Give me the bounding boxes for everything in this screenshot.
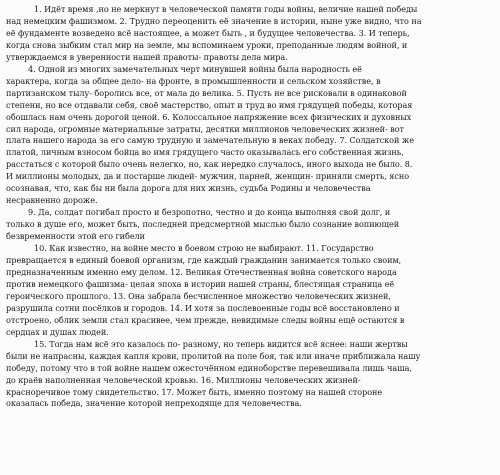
text-line-content: 1. Идёт время ,но не меркнут в человеческой памяти годы войны, величие нашей победы <box>34 4 418 14</box>
text-line-content: против немецкого фашизма- целая эпоха в истории нашей страны, блестящая страница её <box>6 278 395 289</box>
text-line-content: над немецким фашизмом. 2. Трудно переоценить её значение в истории, ныне уже видно, что на <box>6 15 422 26</box>
text-line <box>6 40 495 52</box>
text-line <box>6 16 495 28</box>
text-line-content: обошлась нам очень дорогой ценой. 6. Колоссальное напряжение всех физических и духовных <box>6 111 412 122</box>
text-line <box>6 291 495 303</box>
text-line-content: 15. Тогда нам всё это казалось по- разному, но теперь видится всё яснее: наши жертвы <box>34 338 408 349</box>
text-line-content: степени, но все отдавали себя, своё мастерство, опыт и труд во имя грядущей победы, которая <box>6 99 413 110</box>
text-line-content: И миллионы молодых, да и постарше людей- мужчин, парней, женщин- приняли смерть, ясно <box>6 171 410 182</box>
text-line <box>6 398 495 410</box>
text-line <box>6 339 495 351</box>
text-line-content: безвременности этой его гибели <box>6 231 145 242</box>
text-line-content: победу, потому что в той войне нашем ожесточённом единоборстве перевешивала лишь чаша, <box>6 362 412 373</box>
text-line <box>6 88 495 100</box>
text-line <box>6 267 495 279</box>
text-line <box>6 100 495 112</box>
text-line-content: плата нашего народа за его самую трудную и замечательную в веках победу. 7. Солдатской же <box>6 135 415 146</box>
text-line-content: когда снова зыбким стал мир на земле, мы вспоминаем уроки, преподанные людям войной, и <box>6 39 408 50</box>
text-line-content: 10. Как известно, на войне место в боевом строю не выбирают. 11. Государство <box>34 243 374 254</box>
text-line <box>6 76 495 88</box>
text-line-content: платой, личным взносом бойца во имя грядущего часто оказывалась его собственная жизнь, <box>6 147 404 158</box>
text-line-content: разрушила сотни посёлков и городов. 14. И хотя за послевоенные годы всё восстановлено и <box>6 302 400 313</box>
text-line <box>6 315 495 327</box>
text-line-content: партизанском тылу- боролись все, от мала до велика. 5. Пусть не все рисковали в одинаковой <box>6 87 407 98</box>
text-line-content: характера, когда за общее дело- на фронте, в промышленности и сельском хозяйстве, в <box>6 75 381 86</box>
text-line-content: были не напрасны, каждая капля крови, пролитой на поле боя, так или иначе приближала нашу <box>6 350 421 361</box>
text-line <box>6 231 495 243</box>
text-line <box>6 52 495 64</box>
text-line <box>6 28 495 40</box>
text-line-content: отстроено, облик земли стал красивее, чем прежде, невидимые следы войны ещё остаются в <box>6 314 405 325</box>
text-line <box>6 195 495 207</box>
text-line-content: расстаться с которой было очень нелегко, но, как нередко случалось, иного выхода не было. 8. <box>6 159 413 170</box>
text-line <box>6 375 495 387</box>
text-line <box>6 279 495 291</box>
text-line-content: утверждаемся в уверенности нашей правоты- правоты дела мира. <box>6 51 288 62</box>
text-line <box>6 124 495 136</box>
text-line-content: оказалась победа, значение которой непреходяще для человечества. <box>6 398 302 409</box>
text-line <box>6 327 495 339</box>
text-line-content: осознавая, что, как бы ни была дорога для них жизнь, судьба Родины и человечества <box>6 183 371 194</box>
text-line-content: сердцах и душах людей. <box>6 326 109 337</box>
text-line <box>6 171 495 183</box>
text-line <box>6 4 495 16</box>
text-line-content: несравненно дороже. <box>6 195 98 206</box>
text-line <box>6 243 495 255</box>
text-line-content: превращается в единый боевой организм, где каждый гражданин занимается только своим, <box>6 255 402 266</box>
text-line <box>6 255 495 267</box>
text-line-content: героического прошлого. 13. Она забрала бесчисленное множество человеческих жизней, <box>6 290 391 301</box>
text-line <box>6 64 495 76</box>
text-line-content: 4. Одной из многих замечательных черт минувшей войны была народность её <box>28 63 362 74</box>
text-line-content: красноречивое тому свидетельство. 17. Может быть, именно поэтому на нашей стороне <box>6 386 383 397</box>
document-text <box>6 4 495 410</box>
text-line <box>6 147 495 159</box>
text-line <box>6 387 495 399</box>
text-line-content: только в душе его, может быть, последней предсмертной мыслью было сознание вопиющей <box>6 219 400 230</box>
text-line-content: предназначенным именно ему делом. 12. Великая Отечественная война советского народа <box>6 266 397 277</box>
text-line-content: до краёв наполненная человеческой кровью. 16. Миллионы человеческих жизней- <box>6 374 361 385</box>
text-line <box>6 135 495 147</box>
text-line <box>6 112 495 124</box>
text-line <box>6 363 495 375</box>
text-line <box>6 303 495 315</box>
text-line <box>6 183 495 195</box>
text-line-content: сил народа, огромные материальные затраты, десятки миллионов человеческих жизней- вот <box>6 123 404 134</box>
text-line <box>6 159 495 171</box>
text-line <box>6 207 495 219</box>
text-line-content: её фундаменте возведено всё настоящее, а может быть , и будущее человечества. 3. И теперь, <box>6 27 410 38</box>
text-line-content: 9. Да, солдат погибал просто и безропотно, честно и до конца выполняя свой долг, и <box>28 207 391 218</box>
text-line <box>6 219 495 231</box>
text-line <box>6 351 495 363</box>
